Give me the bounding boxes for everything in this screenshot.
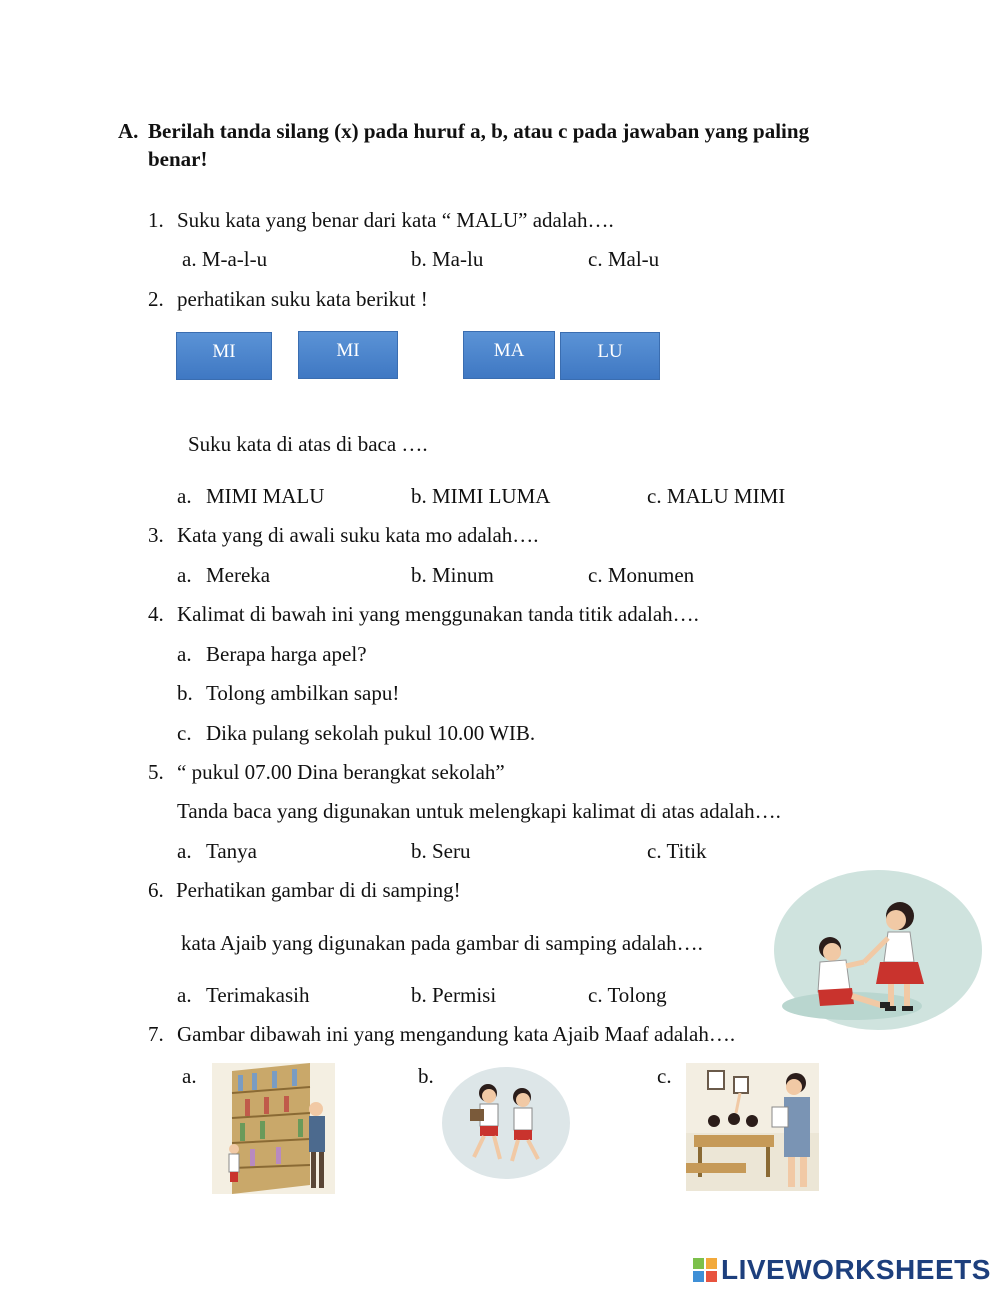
q4-number: 4.	[148, 602, 164, 626]
q6-option-c[interactable]: c. Tolong	[588, 983, 667, 1007]
q4-option-b[interactable]: Tolong ambilkan sapu!	[206, 681, 400, 705]
q6-option-b[interactable]: b. Permisi	[411, 983, 497, 1007]
q4-option-c-letter: c.	[177, 721, 192, 745]
q4-option-a[interactable]: Berapa harga apel?	[206, 642, 367, 666]
q1-option-c[interactable]: c. Mal-u	[588, 247, 660, 271]
q5-option-b[interactable]: b. Seru	[411, 839, 471, 863]
q7-option-c[interactable]: c.	[657, 1064, 672, 1088]
q5-quote: “ pukul 07.00 Dina berangkat sekolah”	[177, 760, 505, 784]
instruction-line-2: benar!	[148, 147, 208, 171]
q1-option-a[interactable]: a. M-a-l-u	[182, 247, 268, 271]
q2-question: perhatikan suku kata berikut !	[177, 287, 428, 311]
syllable-box-3: MA	[463, 331, 555, 379]
q6-subquestion: kata Ajaib yang digunakan pada gambar di samping adalah….	[181, 931, 703, 955]
q2-option-a[interactable]: MIMI MALU	[206, 484, 325, 508]
q2-subquestion: Suku kata di atas di baca ….	[188, 432, 428, 456]
q6-option-a-letter: a.	[177, 983, 192, 1007]
q3-question: Kata yang di awali suku kata mo adalah….	[177, 523, 539, 547]
q5-number: 5.	[148, 760, 164, 784]
q2-option-a-letter: a.	[177, 484, 192, 508]
q3-number: 3.	[148, 523, 164, 547]
q2-number: 2.	[148, 287, 164, 311]
running-children-illustration[interactable]	[440, 1063, 572, 1181]
syllable-box-1: MI	[176, 332, 272, 380]
q4-option-b-letter: b.	[177, 681, 193, 705]
q7-option-a[interactable]: a.	[182, 1064, 197, 1088]
q6-question: Perhatikan gambar di di samping!	[176, 878, 461, 902]
brand-name: LIVEWORKSHEETS	[721, 1254, 991, 1285]
q1-question: Suku kata yang benar dari kata “ MALU” adalah….	[177, 208, 614, 232]
liveworksheets-logo	[693, 1255, 991, 1285]
q2-option-b[interactable]: b. MIMI LUMA	[411, 484, 551, 508]
q3-option-b[interactable]: b. Minum	[411, 563, 494, 587]
q7-question: Gambar dibawah ini yang mengandung kata Ajaib Maaf adalah….	[177, 1022, 736, 1046]
section-letter: A.	[118, 119, 139, 143]
syllable-box-4: LU	[560, 332, 660, 380]
q1-number: 1.	[148, 208, 164, 232]
q6-option-a[interactable]: Terimakasih	[206, 983, 310, 1007]
q3-option-a-letter: a.	[177, 563, 192, 587]
q3-option-a[interactable]: Mereka	[206, 563, 271, 587]
helping-children-illustration	[772, 866, 984, 1030]
q7-number: 7.	[148, 1022, 164, 1046]
q5-option-c[interactable]: c. Titik	[647, 839, 707, 863]
q1-option-b[interactable]: b. Ma-lu	[411, 247, 484, 271]
q4-question: Kalimat di bawah ini yang menggunakan tanda titik adalah….	[177, 602, 699, 626]
q2-option-c[interactable]: c. MALU MIMI	[647, 484, 786, 508]
q3-option-c[interactable]: c. Monumen	[588, 563, 695, 587]
q4-option-a-letter: a.	[177, 642, 192, 666]
instruction-line-1: Berilah tanda silang (x) pada huruf a, b, atau c pada jawaban yang paling	[148, 119, 810, 143]
library-bookshelf-illustration[interactable]	[212, 1063, 335, 1194]
q5-option-a[interactable]: Tanya	[206, 839, 258, 863]
syllable-box-2: MI	[298, 331, 398, 379]
q5-question: Tanda baca yang digunakan untuk melengkapi kalimat di atas adalah….	[177, 799, 781, 823]
q7-option-b[interactable]: b.	[418, 1064, 434, 1088]
q6-number: 6.	[148, 878, 164, 902]
classroom-illustration[interactable]	[686, 1063, 819, 1191]
q5-option-a-letter: a.	[177, 839, 192, 863]
q4-option-c[interactable]: Dika pulang sekolah pukul 10.00 WIB.	[206, 721, 536, 745]
liveworksheets-logo-icon	[693, 1258, 717, 1282]
